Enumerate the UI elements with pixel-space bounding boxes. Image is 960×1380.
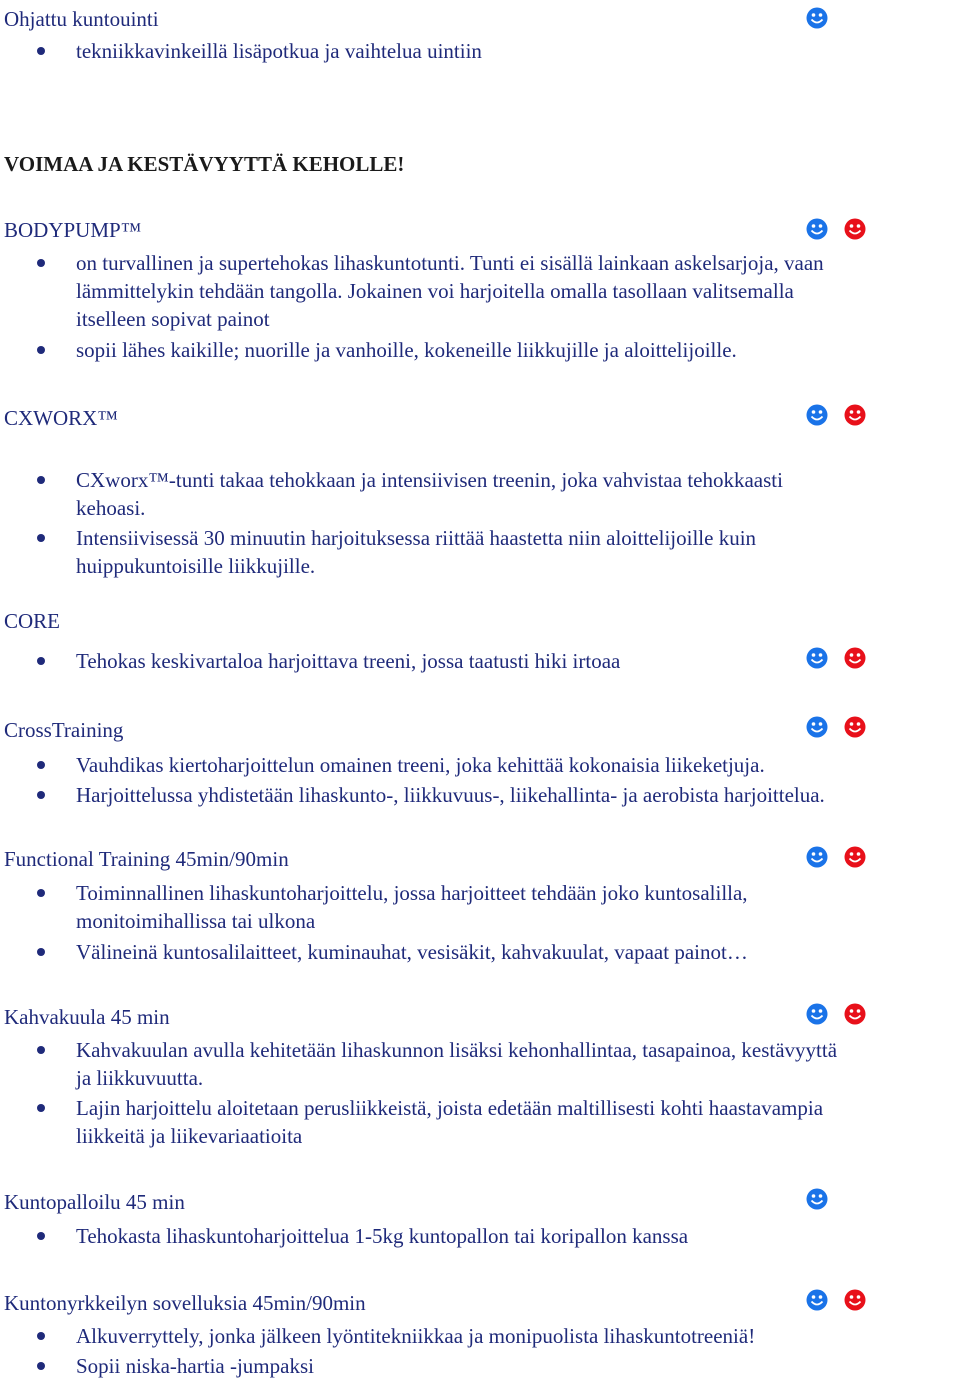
smiley-icon-red bbox=[844, 218, 866, 240]
list-item-line: Kahvakuulan avulla kehitetään lihaskunnon lisäksi kehonhallintaa, tasapainoa, kestävyyttä bbox=[76, 1038, 838, 1062]
list-item: Vauhdikas kiertoharjoittelun omainen treeni, joka kehittää kokonaisia liikeketjuja. bbox=[76, 753, 765, 777]
list-item: Välineinä kuntosalilaitteet, kuminauhat, vesisäkit, kahvakuulat, vapaat painot… bbox=[76, 940, 748, 964]
section-title-bodypump: BODYPUMP™ bbox=[4, 218, 142, 242]
bullet bbox=[37, 259, 45, 267]
smiley-icon-blue bbox=[806, 846, 828, 868]
list-item: tekniikkavinkeillä lisäpotkua ja vaihtelua uintiin bbox=[76, 39, 482, 63]
smiley-icon-red bbox=[844, 1289, 866, 1311]
list-item-line: liikkeitä ja liikevariaatioita bbox=[76, 1124, 303, 1148]
page-heading: VOIMAA JA KESTÄVYYTTÄ KEHOLLE! bbox=[4, 152, 405, 176]
smiley-icon-blue bbox=[806, 404, 828, 426]
list-item-line: CXworx™-tunti takaa tehokkaan ja intensiivisen treenin, joka vahvistaa tehokkaasti bbox=[76, 468, 783, 492]
section-title-crosstraining: CrossTraining bbox=[4, 718, 124, 742]
list-item-line: Intensiivisessä 30 minuutin harjoituksessa riittää haastetta niin aloittelijoille kuin bbox=[76, 526, 757, 550]
list-item: Harjoittelussa yhdistetään lihaskunto-, liikkuvuus-, liikehallinta- ja aerobista harjoittelua. bbox=[76, 783, 825, 807]
smiley-icon-red bbox=[844, 716, 866, 738]
list-item: sopii lähes kaikille; nuorille ja vanhoille, kokeneille liikkujille ja aloittelijoille. bbox=[76, 338, 737, 362]
bullet bbox=[37, 948, 45, 956]
bullet bbox=[37, 1104, 45, 1112]
list-item-line: itselleen sopivat painot bbox=[76, 307, 270, 331]
list-item-line: monitoimihallissa tai ulkona bbox=[76, 909, 316, 933]
list-item: Sopii niska-hartia -jumpaksi bbox=[76, 1354, 314, 1378]
bullet bbox=[37, 761, 45, 769]
smiley-icon-blue bbox=[806, 647, 828, 669]
bullet bbox=[37, 1046, 45, 1054]
smiley-icon-red bbox=[844, 846, 866, 868]
bullet bbox=[37, 476, 45, 484]
list-item: Tehokasta lihaskuntoharjoittelua 1-5kg kuntopallon tai koripallon kanssa bbox=[76, 1224, 689, 1248]
list-item: Tehokas keskivartaloa harjoittava treeni, jossa taatusti hiki irtoaa bbox=[76, 649, 621, 673]
list-item-line: lämmittelykin tehdään tangolla. Jokainen voi harjoitella omalla tasollaan valitsemalla bbox=[76, 279, 794, 303]
smiley-icon-red bbox=[844, 404, 866, 426]
list-item-line: ja liikkuvuutta. bbox=[76, 1066, 204, 1090]
bullet bbox=[37, 1362, 45, 1370]
smiley-icon-blue bbox=[806, 1188, 828, 1210]
list-item-line: Lajin harjoittelu aloitetaan perusliikkeistä, joista edetään maltillisesti kohti haastavampia bbox=[76, 1096, 824, 1120]
smiley-icon-blue bbox=[806, 7, 828, 29]
bullet bbox=[37, 657, 45, 665]
smiley-icon-red bbox=[844, 1003, 866, 1025]
bullet bbox=[37, 534, 45, 542]
list-item-line: kehoasi. bbox=[76, 496, 146, 520]
section-title-ohjattu-kuntouinti: Ohjattu kuntouinti bbox=[4, 7, 159, 31]
smiley-icon-blue bbox=[806, 1003, 828, 1025]
smiley-icon-red bbox=[844, 647, 866, 669]
list-item-line: huippukuntoisille liikkujille. bbox=[76, 554, 316, 578]
smiley-icon-blue bbox=[806, 1289, 828, 1311]
bullet bbox=[37, 889, 45, 897]
bullet bbox=[37, 791, 45, 799]
smiley-icon-blue bbox=[806, 218, 828, 240]
bullet bbox=[37, 47, 45, 55]
section-title-kuntonyrkkeily: Kuntonyrkkeilyn sovelluksia 45min/90min bbox=[4, 1291, 366, 1315]
bullet bbox=[37, 346, 45, 354]
bullet bbox=[37, 1232, 45, 1240]
list-item-line: Toiminnallinen lihaskuntoharjoittelu, jossa harjoitteet tehdään joko kuntosalilla, bbox=[76, 881, 748, 905]
list-item: Alkuverryttely, jonka jälkeen lyöntitekniikkaa ja monipuolista lihaskuntotreeniä! bbox=[76, 1324, 756, 1348]
section-title-cxworx: CXWORX™ bbox=[4, 406, 118, 430]
section-title-kahvakuula: Kahvakuula 45 min bbox=[4, 1005, 170, 1029]
list-item-line: on turvallinen ja supertehokas lihaskuntotunti. Tunti ei sisällä lainkaan askelsarjoja, vaan bbox=[76, 251, 824, 275]
section-title-core: CORE bbox=[4, 609, 61, 633]
section-title-functional-training: Functional Training 45min/90min bbox=[4, 847, 289, 871]
smiley-icon-blue bbox=[806, 716, 828, 738]
section-title-kuntopalloilu: Kuntopalloilu 45 min bbox=[4, 1190, 185, 1214]
bullet bbox=[37, 1332, 45, 1340]
